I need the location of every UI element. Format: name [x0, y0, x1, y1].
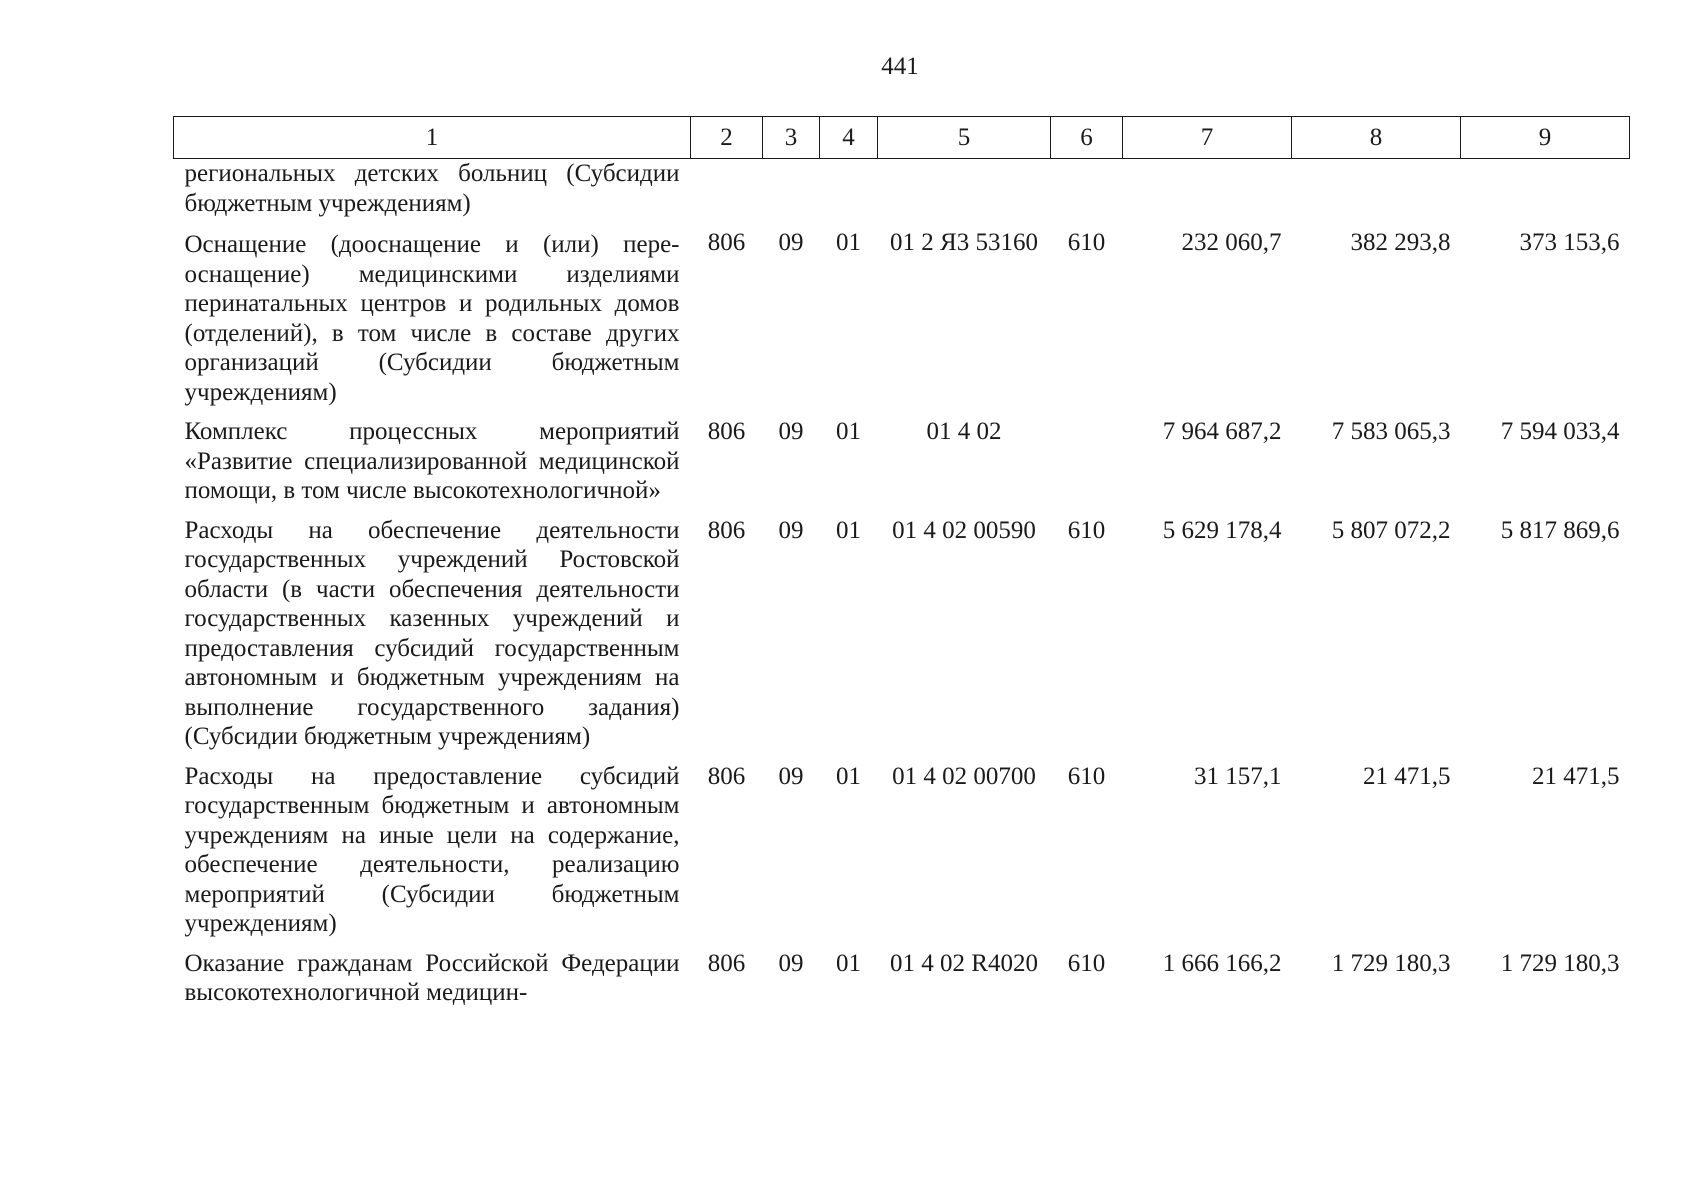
page-number — [0, 52, 1697, 82]
row-ministry-code: 806 — [707, 516, 746, 544]
row-ministry-code: 806 — [707, 949, 746, 977]
row-target-article: 01 4 02 00700 — [892, 762, 1036, 790]
column-header-5: 5 — [878, 117, 1051, 159]
row-subsection-code — [820, 159, 878, 229]
row-amount-8: 7 583 065,3 — [1331, 418, 1451, 445]
row-subsection-code: 01 — [836, 949, 861, 977]
row-name: Расходы на предоставление субсидий государственным бюджетным и автономным учреждениям на иные цели на содержание, обеспечение деятельности, реализацию мероприятий (Субсидии бюджетным учреждениям) — [184, 762, 680, 937]
row-subsection-code: 01 — [836, 418, 861, 445]
column-header-7: 7 — [1123, 117, 1292, 159]
table-row — [174, 949, 1630, 1018]
row-amount-7 — [1123, 159, 1292, 229]
row-amount-7: 31 157,1 — [1194, 762, 1282, 790]
column-header-4: 4 — [820, 117, 878, 159]
row-amount-9: 373 153,6 — [1519, 229, 1620, 256]
row-amount-7: 5 629 178,4 — [1162, 516, 1282, 544]
row-ministry-code — [691, 159, 763, 229]
row-ministry-code: 806 — [707, 229, 746, 256]
row-target-article: 01 4 02 — [926, 418, 1002, 445]
row-subsection-code: 01 — [836, 229, 861, 256]
column-header-1: 1 — [174, 117, 691, 159]
row-amount-9: 7 594 033,4 — [1500, 418, 1620, 445]
row-name: Оказание гражданам Российской Федерации высокотехнологичной медицин- — [184, 949, 680, 1006]
row-amount-9: 1 729 180,3 — [1500, 949, 1620, 977]
table-row — [174, 159, 1630, 229]
row-expense-type: 610 — [1067, 949, 1106, 977]
row-section-code: 09 — [778, 418, 804, 445]
row-amount-8: 382 293,8 — [1350, 229, 1451, 256]
row-expense-type — [1051, 417, 1123, 516]
row-subsection-code: 01 — [836, 762, 861, 790]
column-header-8: 8 — [1292, 117, 1461, 159]
row-name: Оснащение (дооснащение и (или) переоснащение) медицинскими изделиями перинатальных центров и родильных домов (отделений), в том числе в составе других организаций (Субсидии бюджетным учреждениям) — [184, 231, 680, 406]
column-header-9: 9 — [1461, 117, 1630, 159]
row-subsection-code: 01 — [836, 516, 861, 544]
row-ministry-code: 806 — [707, 762, 746, 790]
row-target-article: 01 4 02 00590 — [892, 516, 1036, 544]
row-amount-9: 5 817 869,6 — [1500, 516, 1620, 544]
column-header-3: 3 — [763, 117, 820, 159]
row-amount-7: 232 060,7 — [1181, 229, 1282, 256]
row-section-code: 09 — [778, 949, 804, 977]
table-row — [174, 516, 1630, 762]
row-amount-8: 1 729 180,3 — [1331, 949, 1451, 977]
row-amount-8 — [1292, 159, 1461, 229]
row-amount-9 — [1461, 159, 1630, 229]
row-name: региональных детских больниц (Субсидии бюджетным учреждениям) — [184, 160, 680, 217]
page-number-text: 441 — [881, 53, 919, 80]
row-amount-8: 5 807 072,2 — [1331, 516, 1451, 544]
row-section-code: 09 — [778, 516, 804, 544]
row-amount-8: 21 471,5 — [1363, 762, 1451, 790]
row-section-code — [763, 159, 820, 229]
table-row — [174, 762, 1630, 949]
table-row — [174, 417, 1630, 516]
row-name: Комплекс процессных мероприятий «Развитие специализированной медицинской помощи, в том числе высокотехнологичной» — [184, 418, 680, 504]
row-target-article — [878, 159, 1051, 229]
row-expense-type — [1051, 159, 1123, 229]
column-header-2: 2 — [691, 117, 763, 159]
row-amount-7: 7 964 687,2 — [1162, 418, 1282, 445]
row-section-code: 09 — [778, 762, 804, 790]
table-header-row — [174, 117, 1630, 159]
row-name: Расходы на обеспечение деятельности государственных учреждений Ростовской области (в части обеспечения деятельности государственных казенных учреждений и предоставления субсидий государственным автономным и бюджетным учреждениям на выполнение государственного задания) (Субсидии бюджетным учреждениям) — [184, 516, 680, 750]
row-expense-type: 610 — [1067, 229, 1106, 256]
row-section-code: 09 — [778, 229, 804, 256]
table-row — [174, 228, 1630, 417]
budget-table — [173, 116, 1630, 1018]
row-amount-7: 1 666 166,2 — [1162, 949, 1282, 977]
row-expense-type: 610 — [1067, 516, 1106, 544]
row-target-article: 01 2 Я3 53160 — [890, 229, 1038, 256]
row-ministry-code: 806 — [707, 418, 746, 445]
row-target-article: 01 4 02 R4020 — [890, 949, 1038, 977]
column-header-6: 6 — [1051, 117, 1123, 159]
row-amount-9: 21 471,5 — [1532, 762, 1620, 790]
row-expense-type: 610 — [1067, 762, 1106, 790]
